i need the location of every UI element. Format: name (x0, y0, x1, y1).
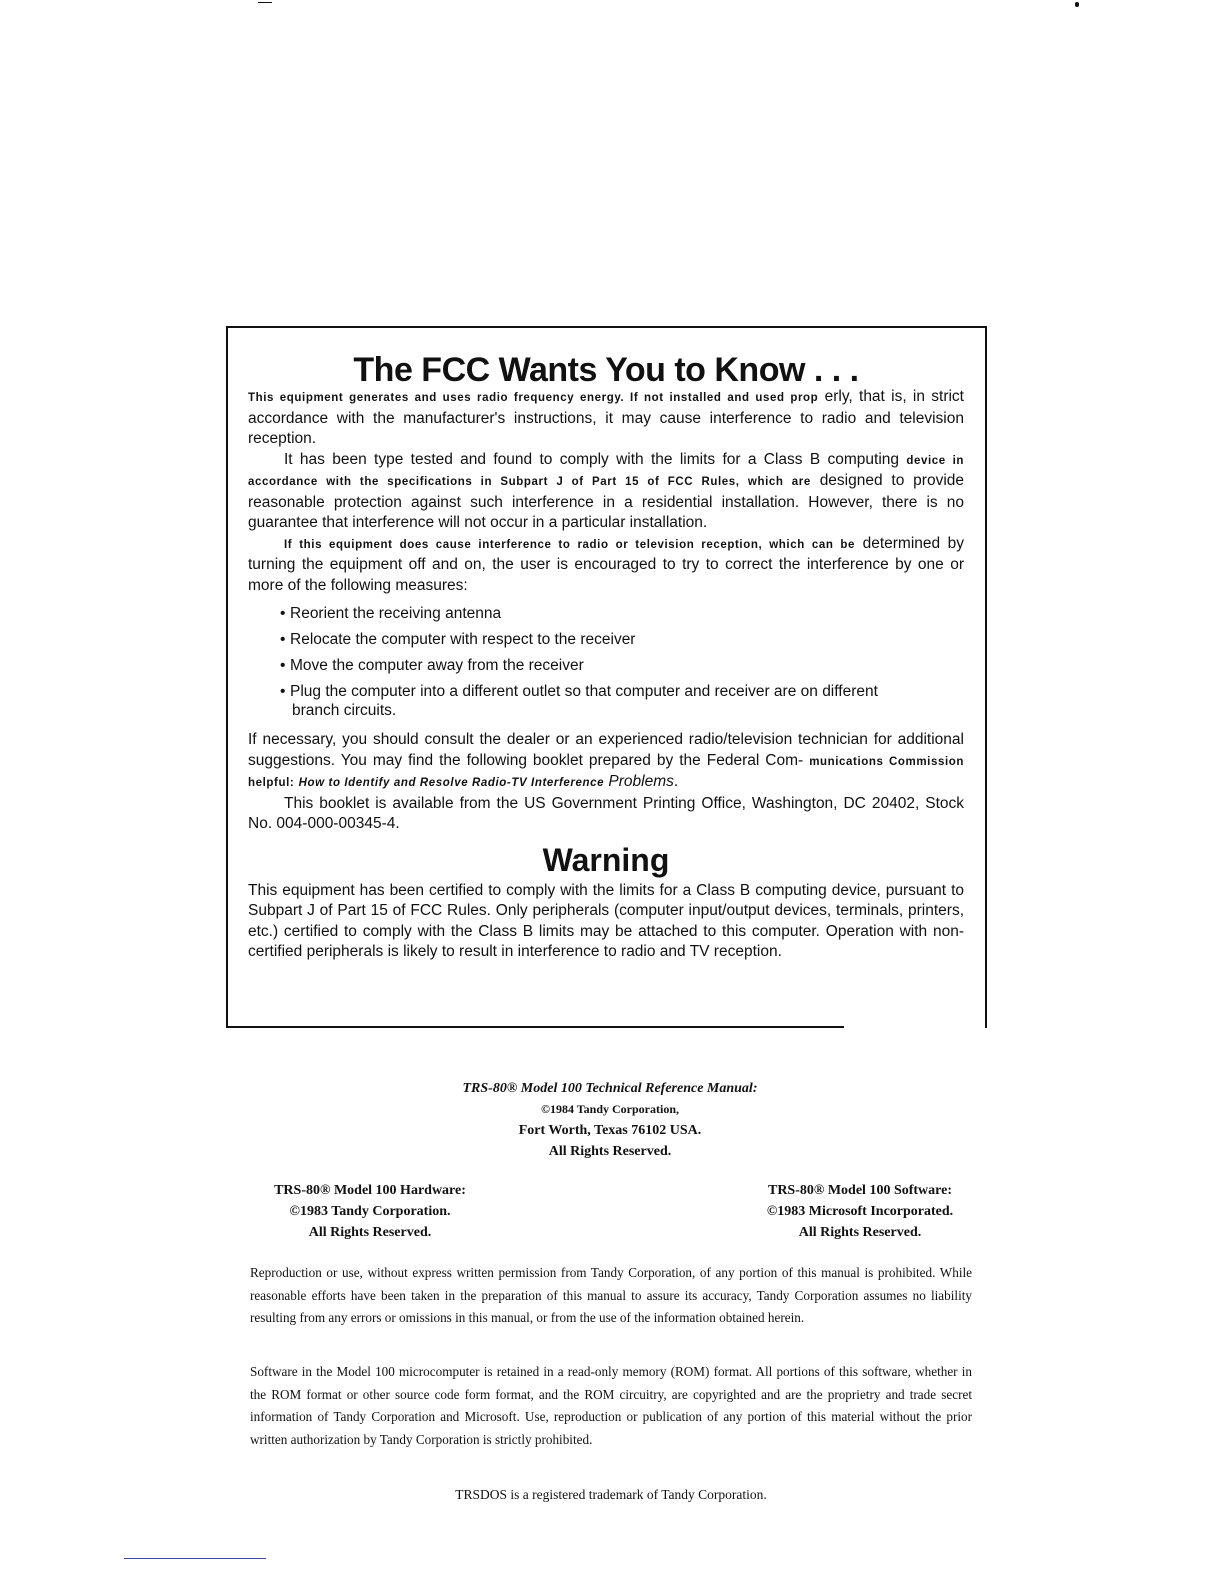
fcc-paragraph-1 (248, 387, 964, 450)
fcc-notice-content (248, 350, 964, 963)
fcc-title: The FCC Wants You to Know . . . (353, 351, 859, 389)
footer-rule (124, 1558, 266, 1559)
list-item: • Relocate the computer with respect to the receiver (280, 631, 636, 648)
manual-title: TRS-80® Model 100 Technical Reference Manual: (462, 1081, 758, 1096)
fcc-paragraph-2-rest: designed to provide reasonable protection against such interference in a residential installation. However, there is no guarantee that interference will not occur in a particular installation. (248, 472, 964, 531)
software-notice: Software in the Model 100 microcomputer is retained in a read-only memory (ROM) format. All portions of this software, whether in the ROM format or other source code form format, and the ROM circuitry, are copyrighted and are the proprietry and trade secret information of Tandy Corporation and Microsoft. Use, reproduction or publication of any portion of this material without the prior written authorization by Tandy Corporation is strictly prohibited. (250, 1364, 972, 1447)
hardware-rights: All Rights Reserved. (308, 1225, 432, 1240)
measure-text-continued: branch circuits. (292, 702, 397, 719)
list-item: • Move the computer away from the receiver (280, 657, 584, 674)
fcc-paragraph-3 (248, 534, 964, 597)
measure-text: Reorient the receiving antenna (290, 605, 502, 622)
list-item: • Reorient the receiving antenna (280, 605, 502, 622)
fcc-paragraph-2-line-2: device in accordance with the specifications in Subpart J of Part 15 of FCC Rules, which are (248, 454, 965, 488)
hardware-credits (250, 1180, 490, 1243)
fcc-paragraph-3-line-1: If this equipment does cause interference to radio or television reception, which can be (284, 538, 856, 551)
manual-address: Fort Worth, Texas 76102 USA. (518, 1123, 702, 1138)
manual-rights: All Rights Reserved. (548, 1144, 672, 1159)
booklet-title-end: Problems (608, 773, 674, 790)
scan-dot-top-right (1075, 2, 1079, 7)
software-title: TRS-80® Model 100 Software: (767, 1183, 953, 1198)
measure-text: Move the computer away from the receiver (290, 657, 584, 674)
warning-title: Warning (542, 841, 670, 878)
fcc-paragraph-2 (248, 450, 964, 534)
fcc-paragraph-2-line-1: It has been type tested and found to comply with the limits for a Class B computing (284, 450, 900, 468)
measure-text: Plug the computer into a different outlet so that computer and receiver are on different (290, 683, 878, 700)
trademark-notice: TRSDOS is a registered trademark of Tandy Corporation. (455, 1487, 767, 1502)
reproduction-notice: Reproduction or use, without express written permission from Tandy Corporation, of any portion of this manual is prohibited. While reasonable efforts have been taken in the preparation of this manual to assure its accuracy, Tandy Corporation assumes no liability resulting from any errors or omissions in this manual, or from the use of the information obtained herein. (250, 1265, 972, 1325)
scan-mark-top (258, 2, 272, 3)
hardware-title: TRS-80® Model 100 Hardware: (274, 1183, 466, 1198)
software-credits (740, 1180, 980, 1243)
measure-text: Relocate the computer with respect to the receiver (290, 631, 636, 648)
booklet-title: How to Identify and Resolve Radio-TV Interference (298, 777, 605, 789)
manual-copyright: ©1984 Tandy Corporation, (541, 1102, 679, 1116)
fcc-box-bottom-rule (226, 1026, 844, 1028)
list-item: • Plug the computer into a different outlet so that computer and receiver are on different branch circuits. (280, 682, 964, 720)
measures-list (248, 604, 964, 720)
warning-text: This equipment has been certified to comply with the limits for a Class B computing device, pursuant to Subpart J of Part 15 of FCC Rules. Only peripherals (computer input/output devices, terminals, printers, etc.) certified to comply with the Class B limits may be attached to this computer. Operation with non-certified peripherals is likely to result in interference to radio and TV reception. (248, 881, 964, 960)
fcc-paragraph-4: If necessary, you should consult the dealer or an experienced radio/television technician for additional suggestions. You may find the following booklet prepared by the Federal Com- munications Commission helpful: How to Identify and Resolve Radio-TV Interference Problems. (248, 731, 964, 790)
manual-credits (380, 1078, 840, 1162)
software-rights: All Rights Reserved. (798, 1225, 922, 1240)
software-copyright: ©1983 Microsoft Incorporated. (766, 1204, 954, 1219)
fcc-paragraph-5: This booklet is available from the US Government Printing Office, Washington, DC 20402, Stock No. 004-000-00345-4. (248, 794, 964, 832)
fcc-paragraph-1-rest: erly, that is, in strict accordance with the manufacturer's instructions, it may cause interference to radio and television reception. (248, 388, 964, 447)
fcc-paragraph-4-small: munications Commission helpful: (248, 755, 964, 789)
fcc-paragraph-4-start: If necessary, you should consult the dealer or an experienced radio/television technician for additional suggestions. You may find the following booklet prepared by the Federal Com- (248, 731, 964, 769)
fcc-paragraph-1-line-1: This equipment generates and uses radio frequency energy. If not installed and used prop (248, 392, 819, 404)
fcc-paragraph-3-rest: determined by turning the equipment off and on, the user is encouraged to try to correct the interference by one or more of the following measures: (248, 534, 964, 594)
hardware-copyright: ©1983 Tandy Corporation. (289, 1204, 451, 1219)
